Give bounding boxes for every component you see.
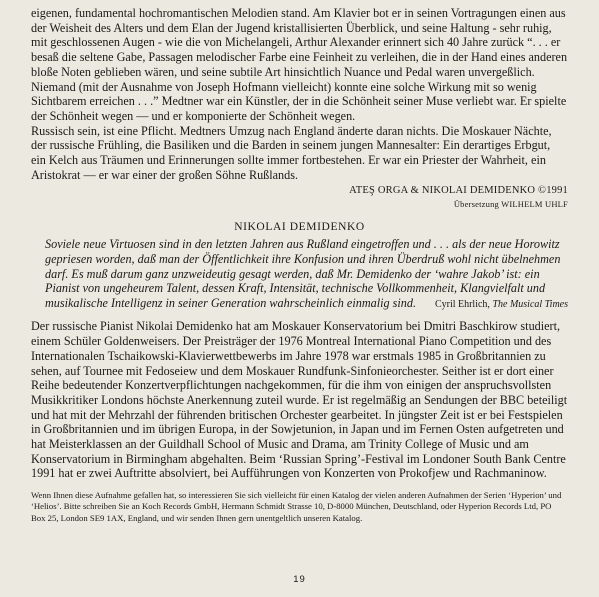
page-number: 19 [293, 574, 306, 585]
press-quote [31, 237, 568, 310]
quote-source: The Musical Times [492, 299, 568, 311]
section-heading: NIKOLAI DEMIDENKO [234, 221, 365, 234]
quote-author: Cyril Ehrlich, [434, 299, 493, 311]
quote-text: Soviele neue Virtuosen sind in den letzten Jahren aus Rußland eingetroffen und . . . als der neue Horowitz gepriesen worden, daß man der Öffentlichkeit ihre Konfusion und ihren Überdruß wohl nicht übelnehmen darf. Es muß darum ganz unzweideutig gesagt werden, daß Mr. Demidenko der ‘wahre Jakob’ ist: ein Pianist von ungeheurem Talent, dessen Kraft, Intensität, technische Vollkommenheit, Klangvielfalt und musikalische Intelligenz in seiner Generation wahrscheinlich einmalig sind. [45, 237, 561, 310]
catalogue-footnote: Wenn Ihnen diese Aufnahme gefallen hat, so interessieren Sie sich vielleicht für einen Katalog der vielen anderen Aufnahmen der Serien ‘Hyperion’ und ‘Helios’. Bitte schreiben Sie an Koch Records GmbH, Hermann Schmidt Strasse 10, D-8000 München, Deutschland, oder Hyperion Records Ltd, PO Box 25, London SE9 1AX, England, und wir senden Ihnen gern unentgeltlich unseren Katalog. [31, 490, 562, 523]
paragraph-medtner-playing: eigenen, fundamental hochromantischen Melodien stand. Am Klavier bot er in seinen Vortragungen einen aus der Weisheit des Alters und dem Elan der Jugend kristallisierten Überblick, und seine Haltung - sehr ruhig, mit geschlossenen Augen - wie die von Michelangeli, Arthur Alexander erinnert sich 40 Jahre zurück “. . . er besaß die seltene Gabe, Passagen melodischer Farbe eine Feinheit zu verleihen, die in der Hand eines anderen bloße Noten geblieben wären, und seine subtile Art hinsichtlich Nuance und Pedal waren unvergeßlich. Niemand (mit der Ausnahme von Joseph Hofmann vielleicht) konnte eine solche Wirkung mit so wenig Sichtbarem erreichen . . .” Medtner war ein Künstler, der in die Schönheit seiner Muse verliebt war. Er spielte der Schönheit wegen — und er komponierte der Schönheit wegen. [31, 6, 568, 123]
quote-attribution [435, 299, 568, 311]
biography-paragraph: Der russische Pianist Nikolai Demidenko hat am Moskauer Konservatorium bei Dmitri Baschkirow studiert, einem Schüler Goldenweisers. Der Preisträger der 1976 Montreal International Piano Competition und des Internationalen Tschaikowski-Klavierwettbewerbs im Jahre 1978 war erstmals 1985 in Großbritannien zu sehen, auf Tournee mit Fedoseiew und dem Moskauer Rundfunk-Sinfonieorchester. Seither ist er dort einer Reihe bedeutender Konzertverpflichtungen nachgekommen, für die ihm von einigen der anspruchsvollsten Musikkritiker Londons höchste Anerkennung zuteil wurde. Er ist regelmäßig an Sendungen der BBC beteiligt und hat mit der Mehrzahl der führenden britischen Orchester gearbeitet. In jüngster Zeit ist er bei Festspielen in Großbritannien und im übrigen Europa, in der Sowjetunion, in Japan und im Fernen Osten aufgetreten und hat Meisterklassen an der Guildhall School of Music and Drama, am Trinity College of Music und am Konservatorium in Birmingham abgehalten. Beim ‘Russian Spring’-Festival im Londoner South Bank Centre 1991 hat er zwei Auftritte absolviert, bei Aufführungen von Konzerten von Prokofjew und Rachmaninow. [31, 319, 568, 481]
translator-credit: Übersetzung WILHELM UHLF [453, 199, 568, 210]
paragraph-russian-heritage: Russisch sein, ist eine Pflicht. Medtners Umzug nach England änderte daran nichts. Die Moskauer Nächte, der russische Frühling, die Basiliken und die Barden in seinem jungen Mannesalter: Ein derartiges Erbgut, ein Kelch aus Träumen und Erinnerungen sollte immer fortbestehen. Er war ein Priester der Wahrheit, ein Aristokrat — er war einer der großen Söhne Rußlands. [31, 123, 552, 182]
authors-credit: ATEŞ ORGA & NIKOLAI DEMIDENKO ©1991 [349, 185, 568, 197]
